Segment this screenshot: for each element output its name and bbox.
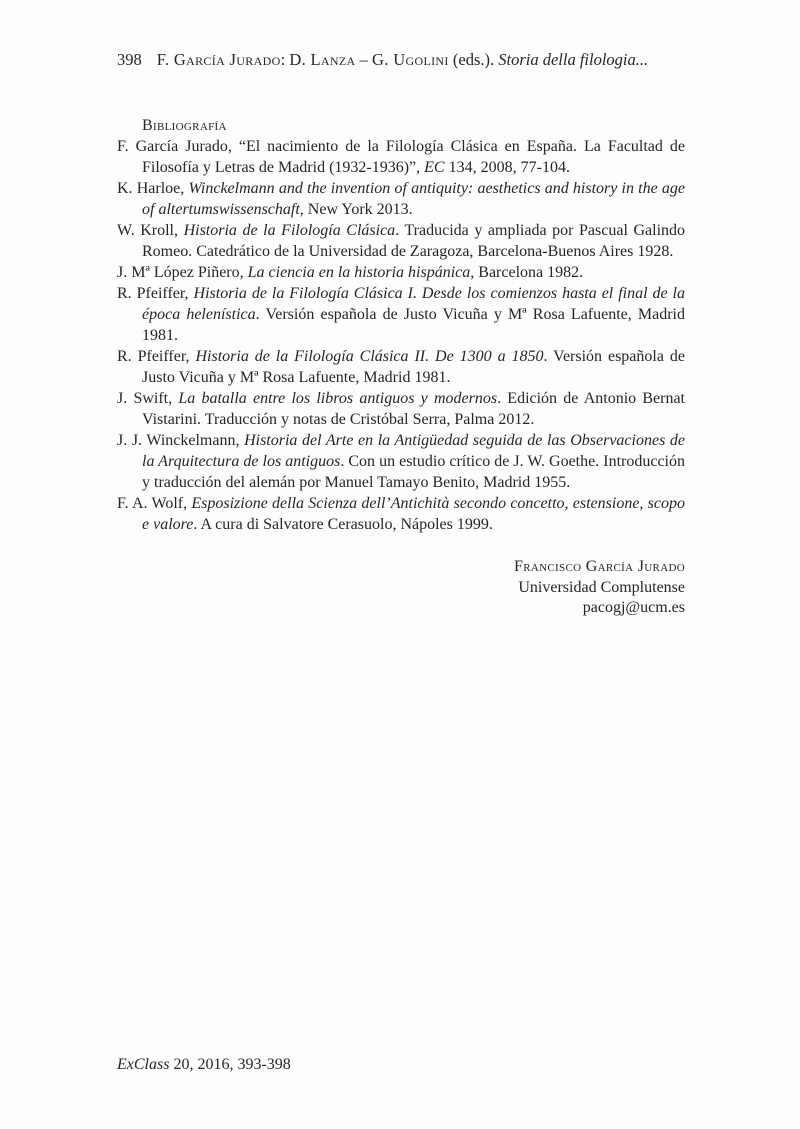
text-run: . Edición de Antonio Bernat Vistarini. Traducción y notas de Cristóbal Serra, Palma 2012. xyxy=(142,390,686,428)
text-run: Historia de la Filología Clásica I. Desde los comienzos hasta el final de la época helenística xyxy=(142,285,685,323)
signature-block xyxy=(117,557,685,619)
text-run: , New York 2013. xyxy=(299,201,413,218)
signature-affiliation: Universidad Complutense xyxy=(518,578,685,596)
text-run: La ciencia en la historia hispánica xyxy=(247,264,471,281)
text-run: . Traducida y ampliada por Pascual Galindo Romeo. Catedrático de la Universidad de Zaragoza, Barcelona-Buenos Aires 1928. xyxy=(142,222,686,260)
bibliography-entry xyxy=(117,283,685,346)
text-run: , Barcelona 1982. xyxy=(470,264,584,281)
running-head xyxy=(157,50,648,69)
signature-email: pacogj@ucm.es xyxy=(582,599,685,616)
text-run: Storia della filologia... xyxy=(498,50,649,69)
bibliography-heading: Bibliografía xyxy=(142,117,227,134)
text-run: . Versión española de Justo Vicuña y Mª Rosa Lafuente, Madrid 1981. xyxy=(142,348,685,386)
text-run: J. J. Winckelmann, xyxy=(117,432,245,449)
text-run: W. Kroll, xyxy=(117,222,184,239)
text-run: (eds.). xyxy=(448,50,499,69)
text-run: . Versión española de Justo Vicuña y Mª Rosa Lafuente, Madrid 1981. xyxy=(142,306,685,344)
bibliography-entry xyxy=(117,388,685,430)
text-run: 20, 2016, 393-398 xyxy=(169,1056,291,1073)
bibliography-entry xyxy=(117,220,685,262)
bibliography-section xyxy=(117,115,685,619)
text-run: Winckelmann and the invention of antiquity: aesthetics and history in the age of altertumswissenschaft xyxy=(142,180,685,218)
page-number: 398 xyxy=(117,50,142,69)
bibliography-entry xyxy=(117,262,685,283)
bibliography-entry xyxy=(117,430,685,493)
bibliography-entry xyxy=(117,136,685,178)
text-run: R. Pfeiffer, xyxy=(117,348,196,365)
text-run: G. Ugolini xyxy=(372,50,449,69)
footer-citation xyxy=(117,1054,291,1075)
signature-author: Francisco García Jurado xyxy=(514,558,685,575)
text-run: – xyxy=(355,50,373,69)
text-run: K. Harloe, xyxy=(117,180,189,197)
text-run: ExClass xyxy=(117,1056,170,1073)
text-run: F. García Jurado xyxy=(156,50,281,69)
text-run: 134, 2008, 77-104. xyxy=(444,159,570,176)
text-run: Historia de la Filología Clásica xyxy=(183,222,396,239)
text-run: . Con un estudio crítico de J. W. Goethe. Introducción y traducción del alemán por Manuel Tamayo Benito, Madrid 1955. xyxy=(142,453,685,491)
text-run: J. Mª López Piñero, xyxy=(117,264,248,281)
text-run: J. Swift, xyxy=(117,390,179,407)
text-run: : xyxy=(280,50,290,69)
page-header xyxy=(117,49,685,70)
text-run: D. Lanza xyxy=(289,50,356,69)
text-run: . A cura di Salvatore Cerasuolo, Nápoles 1999. xyxy=(193,516,493,533)
text-run: Esposizione della Scienza dell’Antichità secondo concetto, estensione, scopo e valore xyxy=(142,495,686,533)
text-run: Historia de la Filología Clásica II. De 1300 a 1850 xyxy=(195,348,544,365)
text-run: F. A. Wolf, xyxy=(117,495,192,512)
bibliography-entry xyxy=(117,346,685,388)
text-run: F. García Jurado, “El nacimiento de la Filología Clásica en España. La Facultad de Filosofía y Letras de Madrid (1932-1936)”, xyxy=(117,138,685,176)
bibliography-list xyxy=(117,136,685,535)
text-run: R. Pfeiffer, xyxy=(117,285,194,302)
text-run: La batalla entre los libros antiguos y modernos xyxy=(178,390,498,407)
text-run: Historia del Arte en la Antigüedad seguida de las Observaciones de la Arquitectura de los antiguos xyxy=(142,432,686,470)
bibliography-entry xyxy=(117,178,685,220)
text-run: EC xyxy=(424,159,445,176)
bibliography-entry xyxy=(117,493,685,535)
